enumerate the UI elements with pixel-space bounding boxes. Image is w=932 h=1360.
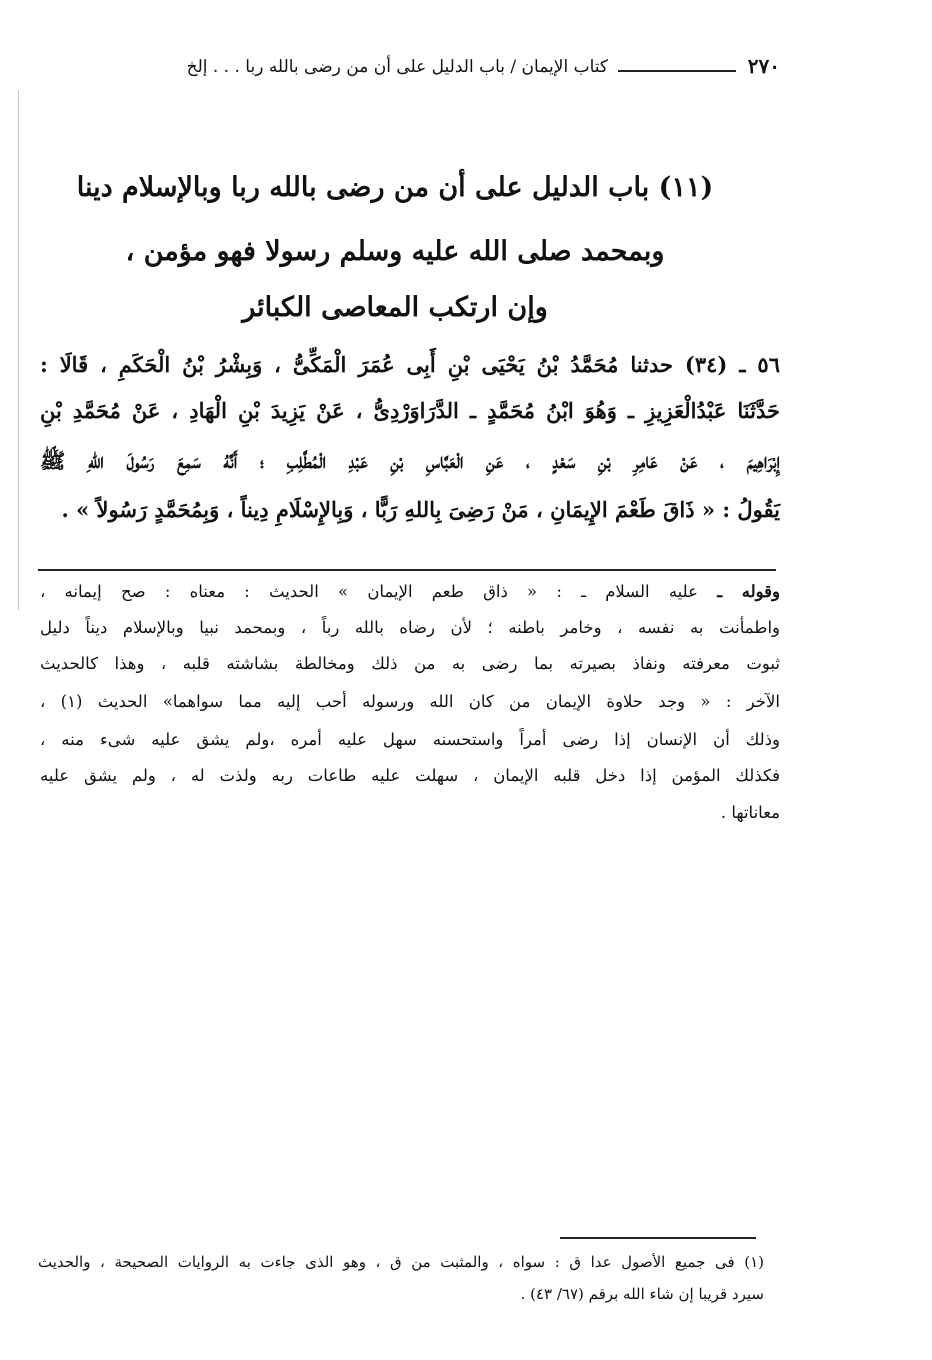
chapter-heading-line-1: (١١) باب الدليل على أن من رضى بالله ربا وبالإسلام دينا (76, 172, 714, 203)
running-header (40, 54, 780, 86)
footnote-rule (560, 1237, 756, 1239)
footnote-line-1: (١) فى جميع الأصول عدا ق : سواه ، والمثبت من ق ، وهو الذى جاءت به الروايات الصحيحة ، والحديث (38, 1253, 764, 1271)
commentary-lead: وقوله ـ (717, 582, 780, 601)
commentary-line-3: ثبوت معرفته ونفاذ بصيرته بما رضى به من ذلك ومخالطة بشاشته قلبه ، وهذا كالحديث (40, 654, 780, 673)
chapter-heading-line-2: وبمحمد صلى الله عليه وسلم رسولا فهو مؤمن ، (125, 236, 665, 267)
commentary-line-6: فكذلك المؤمن إذا دخل قلبه الإيمان ، سهلت عليه طاعات ربه ولذت له ، ولم يشق عليه (40, 766, 780, 785)
running-title: كتاب الإيمان / باب الدليل على أن من رضى بالله ربا . . . إلخ (186, 57, 608, 77)
header-rule (618, 70, 736, 72)
page-edge-line (18, 90, 19, 610)
commentary-line-2: واطمأنت به نفسه ، وخامر باطنه ؛ لأن رضاه بالله رباً ، وبمحمد نبيا وبالإسلام ديناً دليل (40, 618, 780, 637)
chapter-heading-line-3: وإن ارتكب المعاصى الكبائر (242, 292, 548, 323)
commentary-line-1 (40, 582, 780, 601)
hadith-line-3: إِبْرَاهِيمَ ، عَنْ عَامِرِ بْنِ سَعْدٍ ، عَنِ الْعَبَّاسِ بْنِ عَبْدِ الْمُطَّلِبِ ؛ أَنَّهُ سَمِعَ رَسُولَ اللهِ ﷺ (40, 448, 780, 473)
commentary-line-5: وذلك أن الإنسان إذا رضى أمراً واستحسنه سهل عليه أمره ،ولم يشق عليه شىء منه ، (40, 730, 781, 749)
commentary-line-4: الآخر : « وجد حلاوة الإيمان من كان الله ورسوله أحب إليه مما سواهما» الحديث (١) ، (40, 692, 780, 711)
hadith-line-2: حَدَّثَنَا عَبْدُالْعَزِيزِ ـ وَهُوَ ابْنُ مُحَمَّدٍ ـ الدَّرَاوَرْدِىُّ ، عَنْ يَزِيدَ بْنِ الْهَادِ ، عَنْ مُحَمَّدِ بْنِ (40, 398, 780, 423)
commentary-line-7: معاناتها . (720, 803, 780, 822)
text-divider (38, 569, 776, 571)
commentary-line-1-text: عليه السلام ـ : « ذاق طعم الإيمان » الحديث : معناه : صح إيمانه ، (40, 582, 718, 601)
footnote-line-2: سيرد قريبا إن شاء الله برقم (٦٧/ ٤٣) . (520, 1285, 764, 1303)
hadith-line-1: ٥٦ ـ (٣٤) حدثنا مُحَمَّدُ بْنُ يَحْيَى بْنِ أَبِى عُمَرَ الْمَكِّىُّ ، وَبِشْرُ بْنُ الْحَكَمِ ، قَالَا : (40, 352, 780, 377)
hadith-line-4: يَقُولُ : « ذَاقَ طَعْمَ الإِيمَانِ ، مَنْ رَضِىَ بِاللهِ رَبًّا ، وَبِالإِسْلَامِ دِيناً ، وَبِمُحَمَّدٍ رَسُولاً » . (61, 497, 780, 522)
page-number: ٢٧٠ (747, 54, 780, 78)
